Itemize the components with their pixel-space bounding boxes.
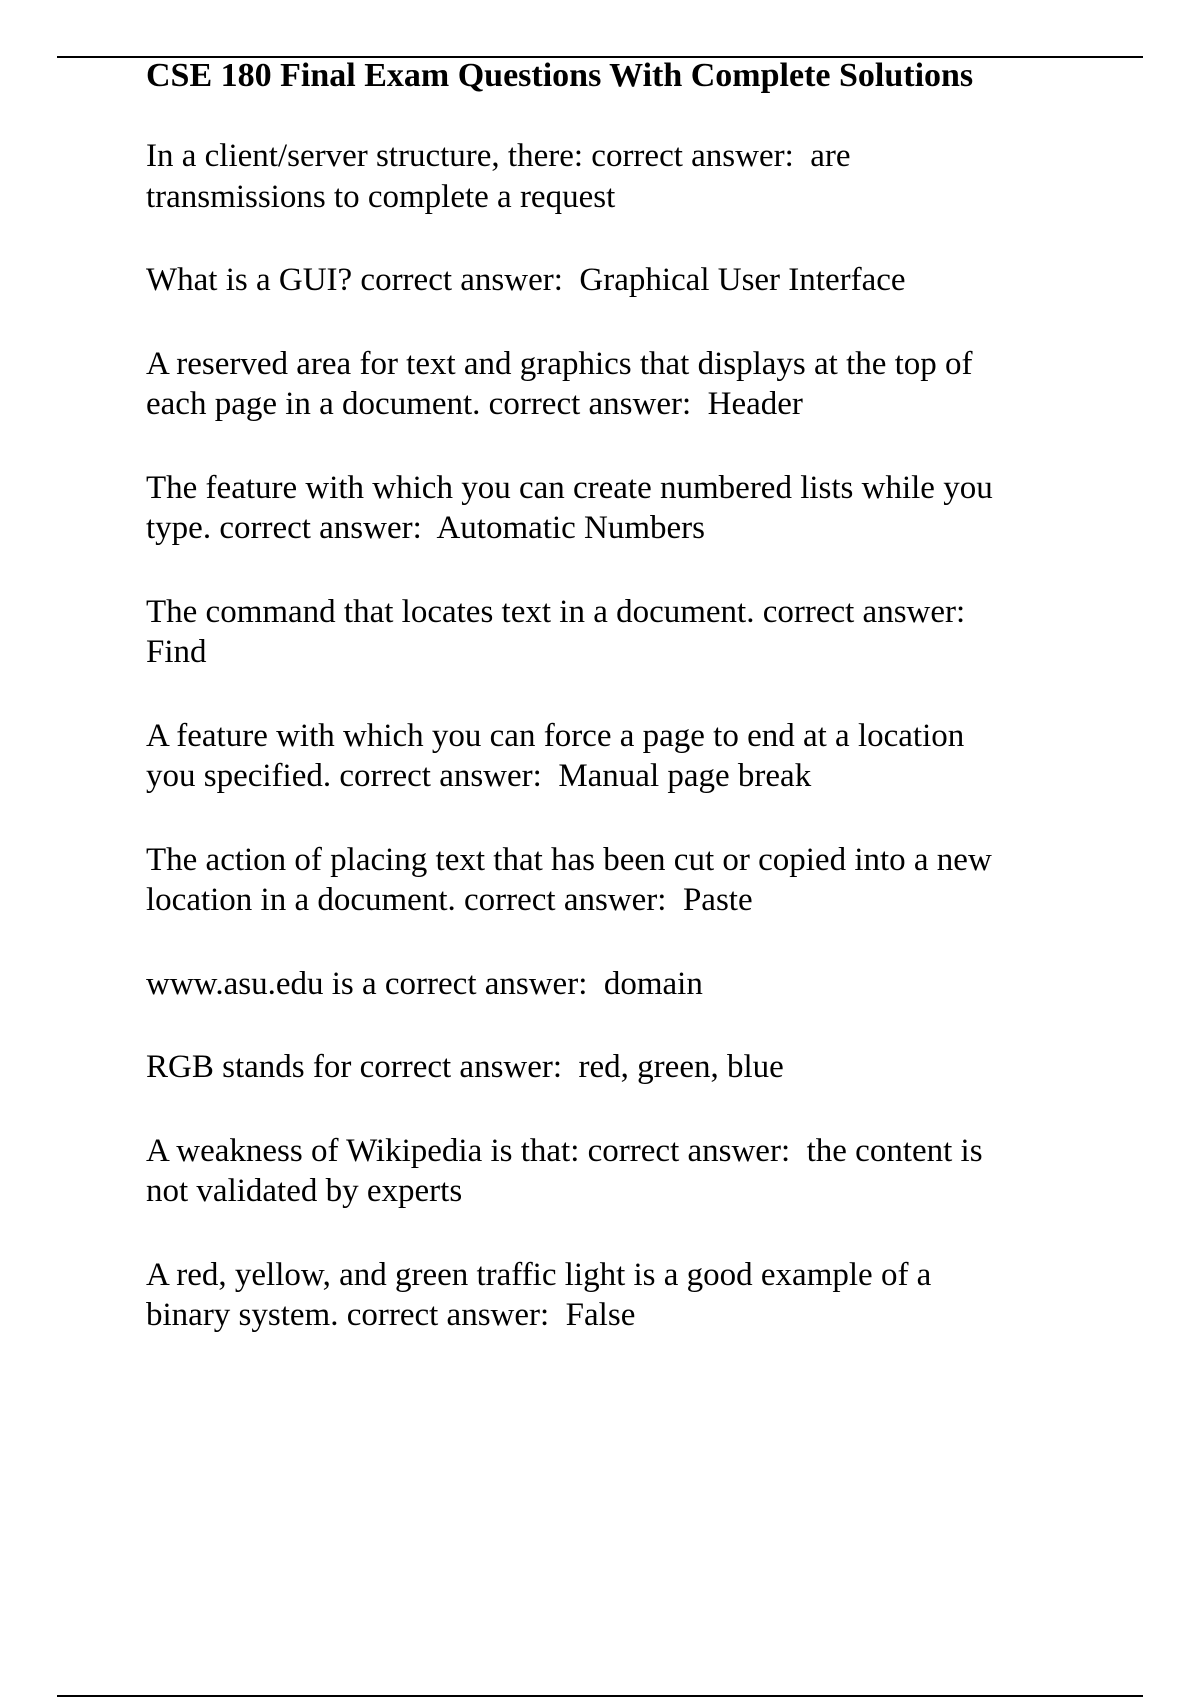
- question-item: The command that locates text in a document. correct answer: Find: [146, 593, 966, 670]
- document-body: [146, 52, 1106, 1379]
- document-title: CSE 180 Final Exam Questions With Complete Solutions: [146, 57, 974, 94]
- question-item: A reserved area for text and graphics that displays at the top of each page in a document. correct answer: Header: [146, 345, 973, 422]
- bottom-rule: [57, 1695, 1143, 1697]
- question-item: The action of placing text that has been cut or copied into a new location in a document. correct answer: Paste: [146, 841, 992, 918]
- question-item: A red, yellow, and green traffic light is a good example of a binary system. correct answer: False: [146, 1256, 932, 1333]
- question-item: A weakness of Wikipedia is that: correct answer: the content is not validated by experts: [146, 1132, 983, 1209]
- question-item: www.asu.edu is a correct answer: domain: [146, 965, 703, 1002]
- question-item: The feature with which you can create numbered lists while you type. correct answer: Automatic Numbers: [146, 469, 993, 546]
- question-item: What is a GUI? correct answer: Graphical User Interface: [146, 262, 906, 298]
- question-item: In a client/server structure, there: correct answer: are transmissions to complete a request: [146, 138, 851, 215]
- question-item: RGB stands for correct answer: red, green, blue: [146, 1049, 784, 1085]
- question-list: [146, 136, 1106, 1336]
- question-item: A feature with which you can force a page to end at a location you specified. correct answer: Manual page break: [146, 717, 965, 794]
